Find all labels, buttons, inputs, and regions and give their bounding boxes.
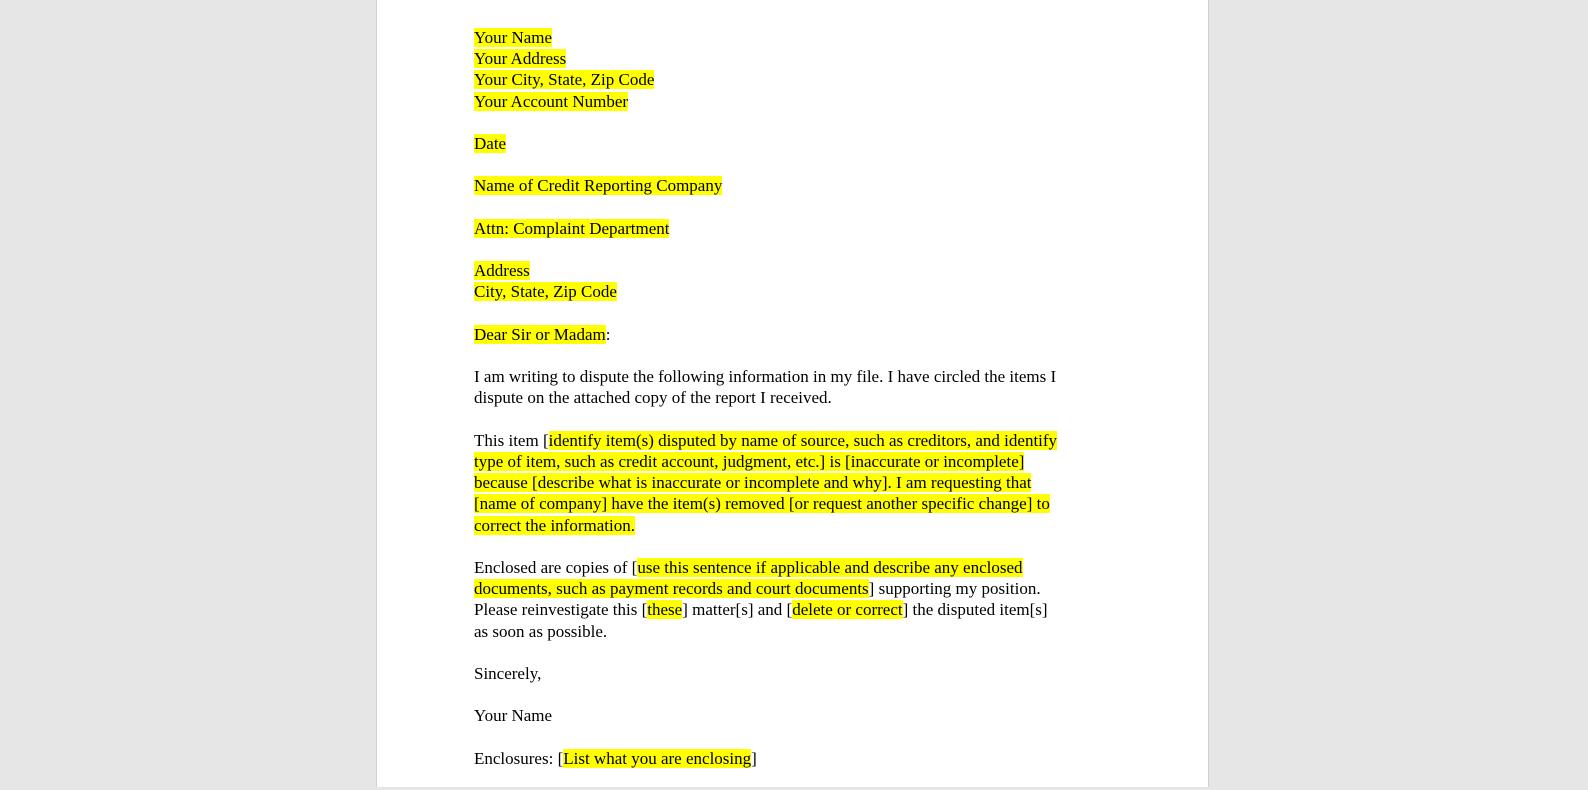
- enclosures-end: ]: [751, 748, 757, 768]
- letter-date: Date: [474, 134, 507, 153]
- enclosures-highlight: List what you are enclosing: [563, 748, 752, 768]
- enclosed-highlight: documents, such as payment records and court documents: [474, 579, 869, 599]
- attention-block: [474, 218, 1124, 239]
- sender-name: Your Name: [474, 28, 553, 47]
- date-block: [474, 133, 1124, 154]
- attention-line: Attn: Complaint Department: [474, 218, 670, 238]
- document-page[interactable]: [376, 0, 1209, 787]
- closing: Sincerely,: [474, 663, 542, 683]
- item-highlight: type of item, such as credit account, judgment, etc.] is [inaccurate or incomplete]: [474, 451, 1025, 471]
- recipient-city-state-zip: City, State, Zip Code: [474, 282, 617, 302]
- recipient-address: Address: [474, 261, 530, 281]
- intro-paragraph: [474, 366, 1124, 408]
- closing-block: [474, 663, 1124, 684]
- item-highlight: because [describe what is inaccurate or incomplete and why]. I am requesting that: [474, 473, 1032, 493]
- enclosures-block: [474, 748, 1124, 769]
- item-plain-text: This item [: [474, 430, 549, 450]
- recipient-company: Name of Credit Reporting Company: [474, 176, 723, 196]
- recipient-company-block: [474, 175, 1124, 196]
- enclosed-plain-text: Enclosed are copies of [: [474, 557, 638, 577]
- signature-block: [474, 705, 1124, 726]
- enclosed-highlight: delete or correct: [792, 600, 903, 620]
- enclosed-highlight: these: [647, 600, 683, 620]
- enclosed-plain-text: ] matter[s] and [: [682, 600, 793, 620]
- sender-city-state-zip: Your City, State, Zip Code: [474, 70, 655, 90]
- item-highlight: [name of company] have the item(s) removed [or request another specific change] to: [474, 494, 1050, 514]
- recipient-address-block: [474, 260, 1124, 302]
- sender-address: Your Address: [474, 49, 567, 69]
- salutation-punct: :: [605, 324, 611, 344]
- salutation-text: Dear Sir or Madam: [474, 324, 606, 344]
- enclosed-plain-text: Please reinvestigate this [: [474, 600, 648, 620]
- intro-line: dispute on the attached copy of the report I received.: [474, 388, 832, 408]
- document-body[interactable]: [474, 27, 1124, 790]
- item-paragraph: [474, 430, 1124, 536]
- enclosures-label: Enclosures: [: [474, 748, 564, 768]
- item-highlight: correct the information.: [474, 515, 635, 535]
- salutation: [474, 324, 1124, 345]
- signature-name: Your Name: [474, 706, 553, 726]
- enclosed-plain-text: ] the disputed item[s]: [902, 600, 1048, 620]
- enclosed-highlight: use this sentence if applicable and describe any enclosed: [637, 557, 1023, 577]
- intro-line: I am writing to dispute the following information in my file. I have circled the items I: [474, 367, 1057, 387]
- enclosed-paragraph: [474, 557, 1124, 642]
- enclosed-plain-text: ] supporting my position.: [868, 579, 1041, 599]
- sender-account-number: Your Account Number: [474, 91, 629, 111]
- enclosed-plain-text: as soon as possible.: [474, 621, 608, 641]
- item-highlight: identify item(s) disputed by name of source, such as creditors, and identify: [548, 430, 1058, 450]
- sender-block: [474, 27, 1124, 112]
